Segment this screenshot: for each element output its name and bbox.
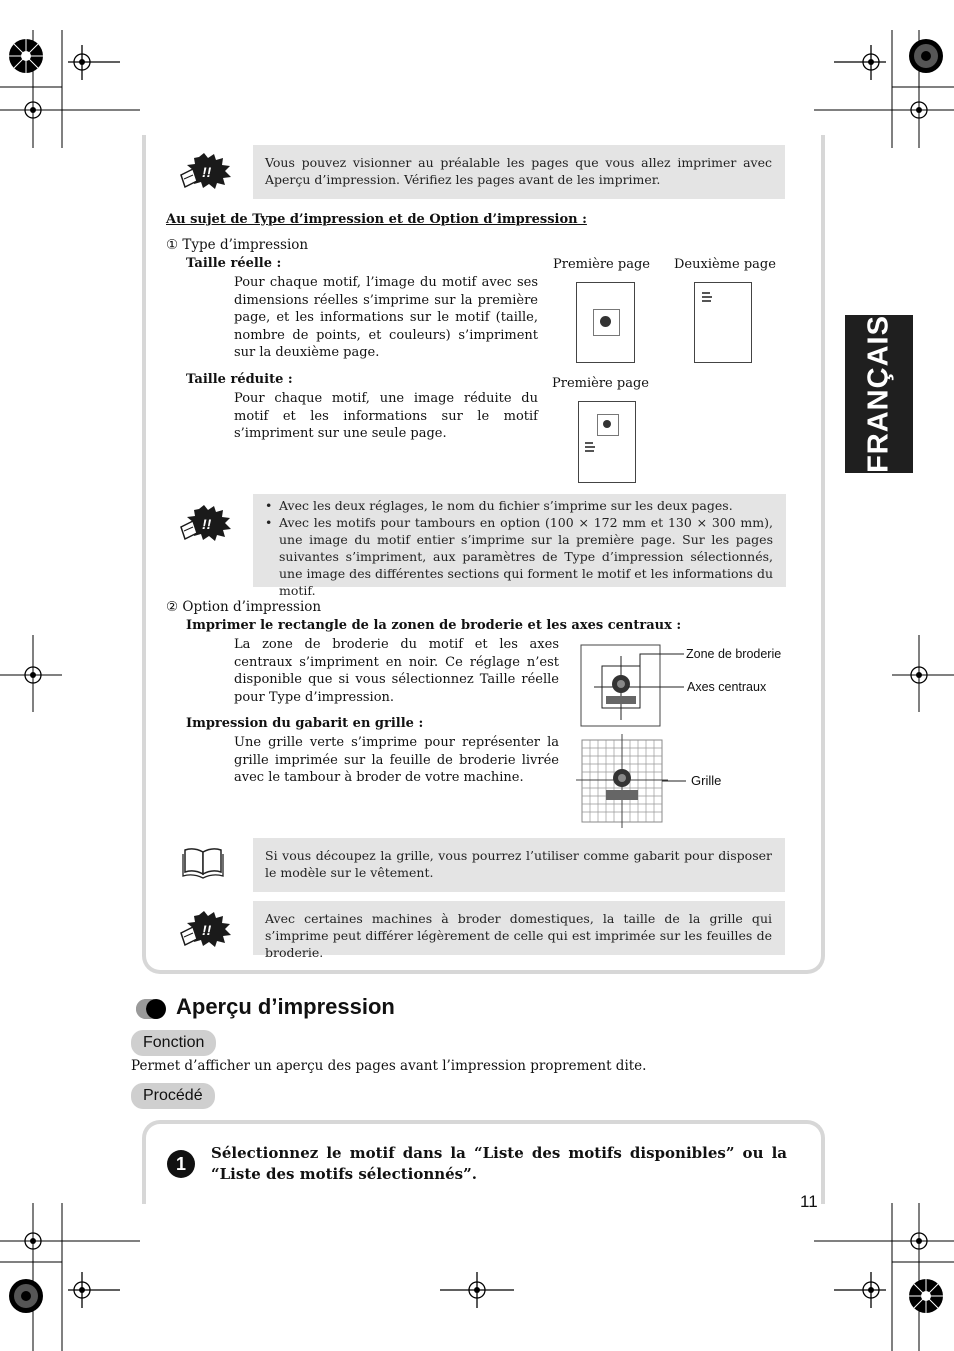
grid-text: Une grille verte s’imprime pour représenter la grille imprimée sur la feuille de broderie livrée avec le tambour à broder de votre machine.	[234, 735, 559, 786]
section-heading: Au sujet de Type d’impression et de Option d’impression :	[166, 212, 587, 227]
print-type-label: Type d’impression	[182, 237, 309, 253]
rect-axes-title: Imprimer le rectangle de la zonen de broderie et les axes centraux :	[186, 618, 682, 633]
actual-size-title: Taille réelle :	[186, 256, 282, 271]
thumb-second-page	[694, 282, 752, 363]
note-2-bullet: •	[265, 515, 273, 530]
grid-title: Impression du gabarit en grille :	[186, 716, 424, 731]
print-type-number: ①	[166, 237, 179, 253]
print-option-heading	[166, 599, 321, 615]
note-exclamation-icon	[177, 505, 233, 541]
note-box-4	[253, 901, 785, 960]
label-axes: Axes centraux	[687, 680, 767, 694]
print-option-number: ②	[166, 599, 179, 615]
rect-axes-text: La zone de broderie du motif et les axes centraux s’impriment en noir. Ce réglage n’est disponible que si vous sélectionnez Taille réelle pour Type d’impression.	[234, 637, 559, 705]
note-4-text: Avec certaines machines à broder domestiques, la taille de la grille qui s’imprime peut différer légèrement de celle qui est imprimée sur les feuilles de broderie.	[265, 911, 772, 960]
language-tab-label: FRANÇAIS	[862, 315, 895, 473]
note-box-3	[253, 838, 785, 892]
svg-text:!!: !!	[202, 516, 212, 532]
section-bullet-icon	[135, 997, 171, 1021]
note-1-text: Vous pouvez visionner au préalable les pages que vous allez imprimer avec Aperçu d’impression. Vérifiez les pages avant de les imprimer.	[265, 155, 772, 187]
print-option-label: Option d’impression	[182, 599, 322, 615]
note-2-item-1: Avec les deux réglages, le nom du fichier s’imprime sur les deux pages.	[279, 498, 733, 513]
note-box-2	[253, 494, 786, 598]
actual-size-text: Pour chaque motif, l’image du motif avec ses dimensions réelles s’imprime sur la première page, et les informations sur le motif (taille, nombre de points, et couleurs) s’impriment sur la deuxième page.	[234, 275, 538, 361]
print-type-heading	[166, 237, 308, 253]
language-tab	[845, 315, 913, 473]
thumb-first-page	[576, 282, 635, 363]
grid-template-figure	[576, 734, 686, 828]
function-text: Permet d’afficher un aperçu des pages avant l’impression proprement dite.	[131, 1058, 647, 1074]
note-2-item-2: Avec les motifs pour tambours en option (100 × 172 mm et 130 × 300 mm), une image du motif entier s’imprime sur la première page. Sur les pages suivantes s’impriment, aux paramètres de Type d’impression sélectionnés, une image des différentes sections qui forment le motif et les informations du motif.	[279, 515, 773, 598]
caption-second-page: Deuxième page	[674, 257, 776, 272]
svg-text:!!: !!	[202, 922, 212, 938]
note-exclamation-icon	[177, 911, 233, 947]
note-3-text: Si vous découpez la grille, vous pourrez l’utiliser comme gabarit pour disposer le modèle sur le vêtement.	[265, 848, 772, 880]
function-pill: Fonction	[131, 1030, 216, 1056]
caption-first-page: Première page	[553, 257, 650, 272]
note-2-bullet: •	[265, 498, 273, 513]
step-number-badge: 1	[167, 1150, 195, 1178]
note-exclamation-icon	[177, 153, 233, 189]
note-box-1	[253, 145, 785, 199]
svg-text:!!: !!	[202, 164, 212, 180]
book-icon	[181, 844, 227, 880]
step-text: Sélectionnez le motif dans la “Liste des motifs disponibles” ou la “Liste des motifs sélectionnés”.	[211, 1144, 787, 1183]
procedure-pill: Procédé	[131, 1083, 215, 1109]
reduced-size-title: Taille réduite :	[186, 372, 293, 387]
label-zone: Zone de broderie	[686, 647, 782, 661]
reduced-size-text: Pour chaque motif, une image réduite du motif et les informations sur le motif s’impriment sur une seule page.	[234, 391, 538, 442]
caption-first-page-reduced: Première page	[552, 376, 649, 391]
page-number: 11	[800, 1192, 818, 1211]
thumb-reduced-page	[578, 401, 636, 483]
label-grid: Grille	[691, 773, 722, 788]
preview-section-title: Aperçu d’impression	[176, 994, 395, 1019]
